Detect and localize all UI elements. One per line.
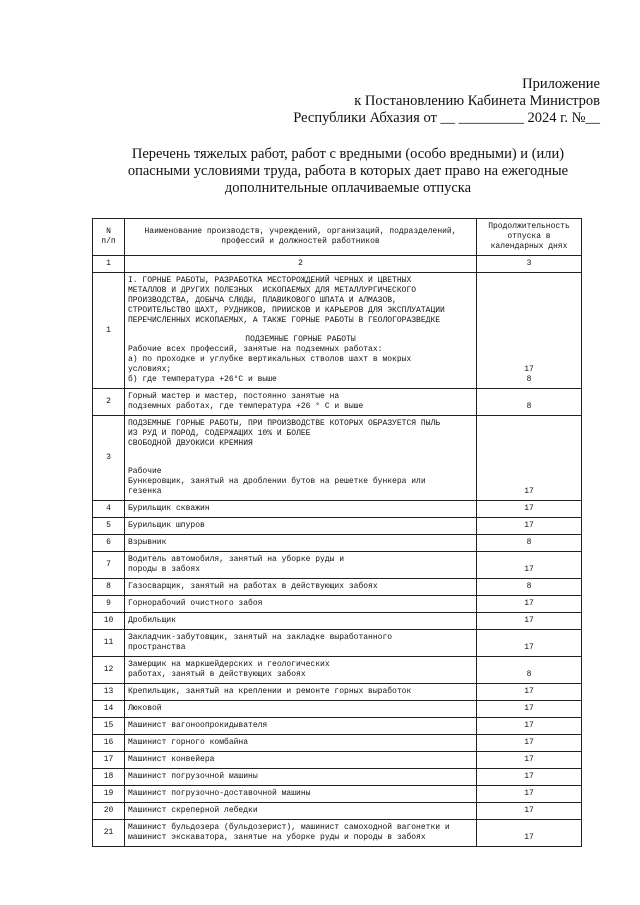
row-name-cell — [125, 752, 477, 769]
title-line-3: дополнительные оплачиваемые отпуска — [224, 180, 472, 196]
row-number: 15 — [93, 718, 125, 735]
row-name-cell — [125, 596, 477, 613]
row-days: 17 — [477, 630, 582, 657]
column-number-2: 2 — [125, 256, 477, 273]
row-name: Люковой — [128, 704, 162, 713]
row-name: Машинист вагоноопрокидывателя — [128, 721, 268, 730]
row-days: 17 — [477, 718, 582, 735]
row-number: 12 — [93, 657, 125, 684]
table-row — [93, 579, 582, 596]
column-numbers-row — [93, 256, 582, 273]
row-days: 17 8 — [477, 273, 582, 389]
row-name: Горный мастер и мастер, постоянно занятые на подземных работах, где температура +26 ° С и выше — [128, 392, 364, 411]
row-name-cell — [125, 273, 477, 389]
row-name: Водитель автомобиля, занятый на уборке руды и породы в забоях — [128, 555, 345, 574]
table-row — [93, 389, 582, 416]
row-days: 17 — [477, 552, 582, 579]
table-row — [93, 752, 582, 769]
row-days: 17 — [477, 820, 582, 847]
row-name: Машинист погрузочной машины — [128, 772, 258, 781]
row-name: Взрывник — [128, 538, 167, 547]
row-name-cell — [125, 657, 477, 684]
table-row — [93, 416, 582, 501]
row-number: 18 — [93, 769, 125, 786]
row-number: 13 — [93, 684, 125, 701]
row-number: 6 — [93, 535, 125, 552]
row-number: 21 — [93, 820, 125, 847]
header-number: N п/п — [93, 219, 125, 256]
row-name-cell — [125, 579, 477, 596]
row-number: 10 — [93, 613, 125, 630]
row-name: Крепильщик, занятый на креплении и ремонте горных выработок — [128, 687, 412, 696]
row-days: 17 — [477, 416, 582, 501]
row-name: Дробильщик — [128, 616, 177, 625]
work-list-table — [92, 218, 582, 847]
row-name-cell — [125, 501, 477, 518]
row-name-cell — [125, 552, 477, 579]
header-name: Наименование производств, учреждений, организаций, подразделений, профессий и должностей работников — [125, 219, 477, 256]
appendix-header — [180, 76, 600, 127]
row-name: Бурильщик скважин — [128, 504, 210, 513]
table-row — [93, 786, 582, 803]
row-name-cell — [125, 416, 477, 501]
row-name: Машинист горного комбайна — [128, 738, 249, 747]
row-name-cell — [125, 735, 477, 752]
table-row — [93, 820, 582, 847]
row-name: Замерщик на маркшейдерских и геологических работах, занятый в действующих забоях — [128, 660, 330, 679]
row-number: 7 — [93, 552, 125, 579]
table-row — [93, 630, 582, 657]
title-line-1: Перечень тяжелых работ, работ с вредными (особо вредными) и (или) — [131, 146, 565, 162]
row-number: 8 — [93, 579, 125, 596]
row-number: 3 — [93, 416, 125, 501]
row-number: 9 — [93, 596, 125, 613]
appendix-line-2: к Постановлению Кабинета Министров — [354, 93, 600, 109]
table-header-row — [93, 219, 582, 256]
row-name: Машинист скреперной лебедки — [128, 806, 258, 815]
row-name-cell — [125, 803, 477, 820]
row-name-cell — [125, 786, 477, 803]
header-days: Продолжительность отпуска в календарных днях — [477, 219, 582, 256]
table-row — [93, 501, 582, 518]
row-number: 2 — [93, 389, 125, 416]
row-name: Машинист конвейера — [128, 755, 215, 764]
row-days: 8 — [477, 535, 582, 552]
row-days: 17 — [477, 735, 582, 752]
row-name: Рабочие Бункеровщик, занятый на дроблении бутов на решетке бункера или гезенка — [128, 467, 426, 496]
subsection-heading: ПОДЗЕМНЫЕ ГОРНЫЕ РАБОТЫ — [245, 335, 356, 344]
row-name-cell — [125, 518, 477, 535]
row-name: Бурильщик шпуров — [128, 521, 205, 530]
table-row — [93, 613, 582, 630]
row-name-cell — [125, 820, 477, 847]
row-number: 17 — [93, 752, 125, 769]
appendix-line-1: Приложение — [522, 76, 600, 92]
row-days: 17 — [477, 613, 582, 630]
appendix-line-3: Республики Абхазия от __ _________ 2024 г. №__ — [293, 110, 600, 126]
row-number: 14 — [93, 701, 125, 718]
row-name-cell — [125, 769, 477, 786]
row-name-cell — [125, 630, 477, 657]
table-row — [93, 552, 582, 579]
row-number: 16 — [93, 735, 125, 752]
row-number: 5 — [93, 518, 125, 535]
column-number-3: 3 — [477, 256, 582, 273]
row-days: 17 — [477, 596, 582, 613]
table-row — [93, 769, 582, 786]
table-row — [93, 657, 582, 684]
section-heading: I. ГОРНЫЕ РАБОТЫ, РАЗРАБОТКА МЕСТОРОЖДЕНИЙ ЧЕРНЫХ И ЦВЕТНЫХ МЕТАЛЛОВ И ДРУГИХ ПОЛЕЗНЫХ ИСКОПАЕМЫХ ДЛЯ МЕТАЛЛУРГИЧЕСКОГО ПРОИЗВОДСТВА, ДОБЫЧА СЛЮДЫ, ПЛАВИКОВОГО ШПАТА И АЛМАЗОВ, СТРОИТЕЛЬСТВО ШАХТ, РУДНИКОВ, ПРИИСКОВ И КАРЬЕРОВ ДЛЯ ЭКСПЛУАТАЦИИ ПЕРЕЧИСЛЕННЫХ ИСКОПАЕМЫХ, А ТАКЖЕ ГОРНЫЕ РАБОТЫ В ГЕОЛОГОРАЗВЕДКЕ — [128, 276, 445, 325]
row-name: Закладчик-забутовщик, занятый на закладке выработанного пространства — [128, 633, 393, 652]
table-row — [93, 701, 582, 718]
row-days: 17 — [477, 684, 582, 701]
row-days: 17 — [477, 803, 582, 820]
table-row — [93, 273, 582, 389]
row-days: 17 — [477, 786, 582, 803]
table-row — [93, 735, 582, 752]
table-row — [93, 718, 582, 735]
table-row — [93, 596, 582, 613]
table-row — [93, 803, 582, 820]
section-heading: ПОДЗЕМНЫЕ ГОРНЫЕ РАБОТЫ, ПРИ ПРОИЗВОДСТВЕ КОТОРЫХ ОБРАЗУЕТСЯ ПЫЛЬ ИЗ РУД И ПОРОД, СОДЕРЖАЩИХ 10% И БОЛЕЕ СВОБОДНОЙ ДВУОКИСИ КРЕМНИЯ — [128, 419, 441, 448]
row-number: 19 — [93, 786, 125, 803]
row-name-cell — [125, 684, 477, 701]
row-name: Машинист погрузочно-доставочной машины — [128, 789, 311, 798]
row-name-cell — [125, 535, 477, 552]
row-name-cell — [125, 389, 477, 416]
row-name-cell — [125, 613, 477, 630]
row-days: 17 — [477, 769, 582, 786]
row-days: 17 — [477, 701, 582, 718]
column-number-1: 1 — [93, 256, 125, 273]
row-name: Газосварщик, занятый на работах в действующих забоях — [128, 582, 378, 591]
table-row — [93, 518, 582, 535]
row-days: 8 — [477, 389, 582, 416]
row-days: 17 — [477, 518, 582, 535]
document-title — [118, 146, 578, 197]
row-number: 1 — [93, 273, 125, 389]
row-number: 20 — [93, 803, 125, 820]
row-name-cell — [125, 718, 477, 735]
row-number: 4 — [93, 501, 125, 518]
row-name: Машинист бульдозера (бульдозерист), машинист самоходной вагонетки и машинист экскаватора, занятые на уборке руды и породы в забоях — [128, 823, 450, 842]
table-row — [93, 535, 582, 552]
row-days: 17 — [477, 752, 582, 769]
title-line-2: опасными условиями труда, работа в которых дает право на ежегодные — [127, 163, 569, 179]
row-days: 8 — [477, 579, 582, 596]
row-name: Рабочие всех профессий, занятые на подземных работах: а) по проходке и углубке вертикальных стволов шахт в мокрых условиях; б) где температура +26°С и выше — [128, 345, 412, 384]
row-days: 17 — [477, 501, 582, 518]
row-name-cell — [125, 701, 477, 718]
row-number: 11 — [93, 630, 125, 657]
row-days: 8 — [477, 657, 582, 684]
row-name: Горнорабочий очистного забоя — [128, 599, 263, 608]
table-row — [93, 684, 582, 701]
